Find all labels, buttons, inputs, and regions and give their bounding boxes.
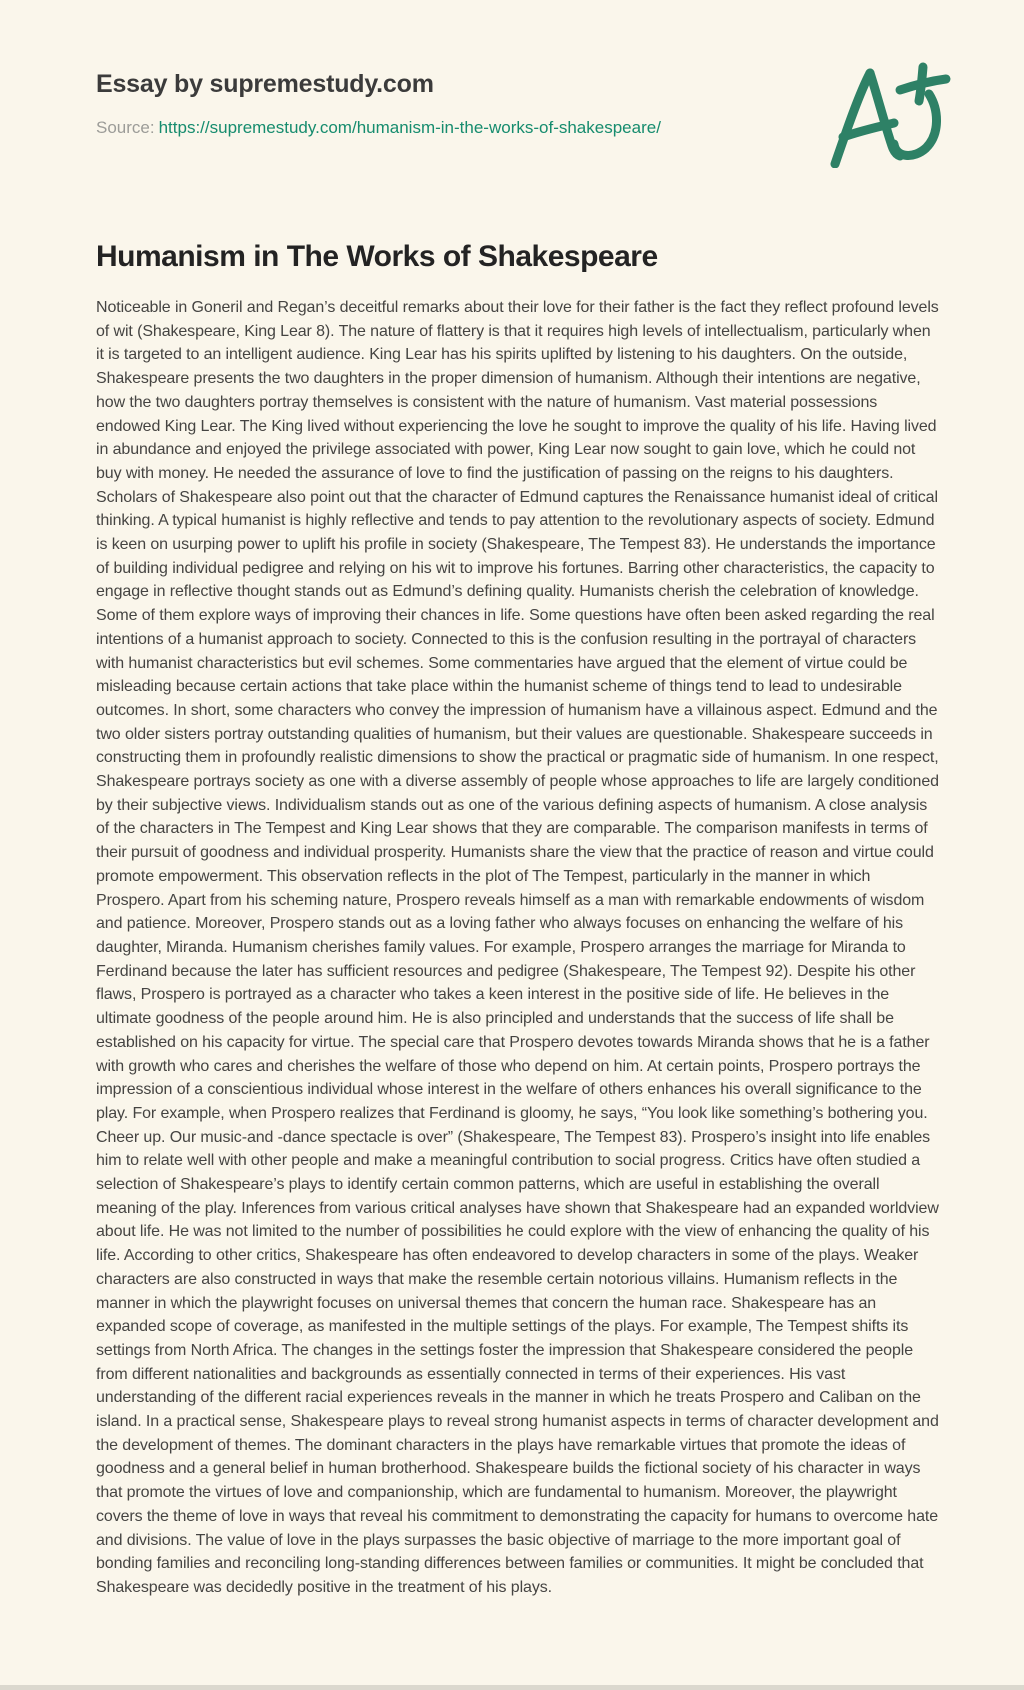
source-label: Source:: [96, 118, 155, 137]
article-title: Humanism in The Works of Shakespeare: [96, 240, 658, 273]
source-url-link[interactable]: https://supremestudy.com/humanism-in-the-works-of-shakespeare/: [158, 118, 661, 137]
page-title: Essay by supremestudy.com: [96, 70, 434, 98]
a-plus-logo-icon: [828, 60, 956, 168]
source-line: [96, 118, 661, 138]
page-bottom-edge: [0, 1685, 1024, 1690]
essay-body-text: Noticeable in Goneril and Regan’s deceitful remarks about their love for their father is the fact they reflect profound levels of wit (Shakespeare, King Lear 8). The nature of flattery is that it requires high levels of intellectualism, particularly when it is targeted to an intelligent audience. King Lear has his spirits uplifted by listening to his daughters. On the outside, Shakespeare presents the two daughters in the proper dimension of humanism. Although their intentions are negative, how the two daughters portray themselves is consistent with the nature of humanism. Vast material possessions endowed King Lear. The King lived without experiencing the love he sought to improve the quality of his life. Having lived in abundance and enjoyed the privilege associated with power, King Lear now sought to gain love, which he could not buy with money. He needed the assurance of love to find the justification of passing on the reigns to his daughters. Scholars of Shakespeare also point out that the character of Edmund captures the Renaissance humanist ideal of critical thinking. A typical humanist is highly reflective and tends to pay attention to the revolutionary aspects of society. Edmund is keen on usurping power to uplift his profile in society (Shakespeare, The Tempest 83). He understands the importance of building individual pedigree and relying on his wit to improve his fortunes. Barring other characteristics, the capacity to engage in reflective thought stands out as Edmund’s defining quality. Humanists cherish the celebration of knowledge. Some of them explore ways of improving their chances in life. Some questions have often been asked regarding the real intentions of a humanist approach to society. Connected to this is the confusion resulting in the portrayal of characters with humanist characteristics but evil schemes. Some commentaries have argued that the element of virtue could be misleading because certain actions that take place within the humanist scheme of things tend to lead to undesirable outcomes. In short, some characters who convey the impression of humanism have a villainous aspect. Edmund and the two older sisters portray outstanding qualities of humanism, but their values are questionable. Shakespeare succeeds in constructing them in profoundly realistic dimensions to show the practical or pragmatic side of humanism. In one respect, Shakespeare portrays society as one with a diverse assembly of people whose approaches to life are largely conditioned by their subjective views. Individualism stands out as one of the various defining aspects of humanism. A close analysis of the characters in The Tempest and King Lear shows that they are comparable. The comparison manifests in terms of their pursuit of goodness and individual prosperity. Humanists share the view that the practice of reason and virtue could promote empowerment. This observation reflects in the plot of The Tempest, particularly in the manner in which Prospero. Apart from his scheming nature, Prospero reveals himself as a man with remarkable endowments of wisdom and patience. Moreover, Prospero stands out as a loving father who always focuses on enhancing the welfare of his daughter, Miranda. Humanism cherishes family values. For example, Prospero arranges the marriage for Miranda to Ferdinand because the later has sufficient resources and pedigree (Shakespeare, The Tempest 92). Despite his other flaws, Prospero is portrayed as a character who takes a keen interest in the positive side of life. He believes in the ultimate goodness of the people around him. He is also principled and understands that the success of life shall be established on his capacity for virtue. The special care that Prospero devotes towards Miranda shows that he is a father with growth who cares and cherishes the welfare of those who depend on him. At certain points, Prospero portrays the impression of a conscientious individual whose interest in the welfare of others enhances his overall significance to the play. For example, when Prospero realizes that Ferdinand is gloomy, he says, “You look like something’s bothering you. Cheer up. Our music-and -dance spectacle is over” (Shakespeare, The Tempest 83). Prospero’s insight into life enables him to relate well with other people and make a meaningful contribution to social progress. Critics have often studied a selection of Shakespeare’s plays to identify certain common patterns, which are useful in establishing the overall meaning of the play. Inferences from various critical analyses have shown that Shakespeare had an expanded worldview about life. He was not limited to the number of possibilities he could explore with the view of enhancing the quality of his life. According to other critics, Shakespeare has often endeavored to develop characters in some of the plays. Weaker characters are also constructed in ways that make the resemble certain notorious villains. Humanism reflects in the manner in which the playwright focuses on universal themes that concern the human race. Shakespeare has an expanded scope of coverage, as manifested in the multiple settings of the plays. For example, The Tempest shifts its settings from North Africa. The changes in the settings foster the impression that Shakespeare considered the people from different nationalities and backgrounds as essentially connected in terms of their experiences. His vast understanding of the different racial experiences reveals in the manner in which he treats Prospero and Caliban on the island. In a practical sense, Shakespeare plays to reveal strong humanist aspects in terms of character development and the development of themes. The dominant characters in the plays have remarkable virtues that promote the ideas of goodness and a general belief in human brotherhood. Shakespeare builds the fictional society of his character in ways that promote the virtues of love and companionship, which are fundamental to humanism. Moreover, the playwright covers the theme of love in ways that reveal his commitment to demonstrating the capacity for humans to overcome hate and divisions. The value of love in the plays surpasses the basic objective of marriage to the more important goal of bonding families and reconciling long-standing differences between families or communities. It might be concluded that Shakespeare was decidedly positive in the treatment of his plays.: [96, 299, 939, 1596]
